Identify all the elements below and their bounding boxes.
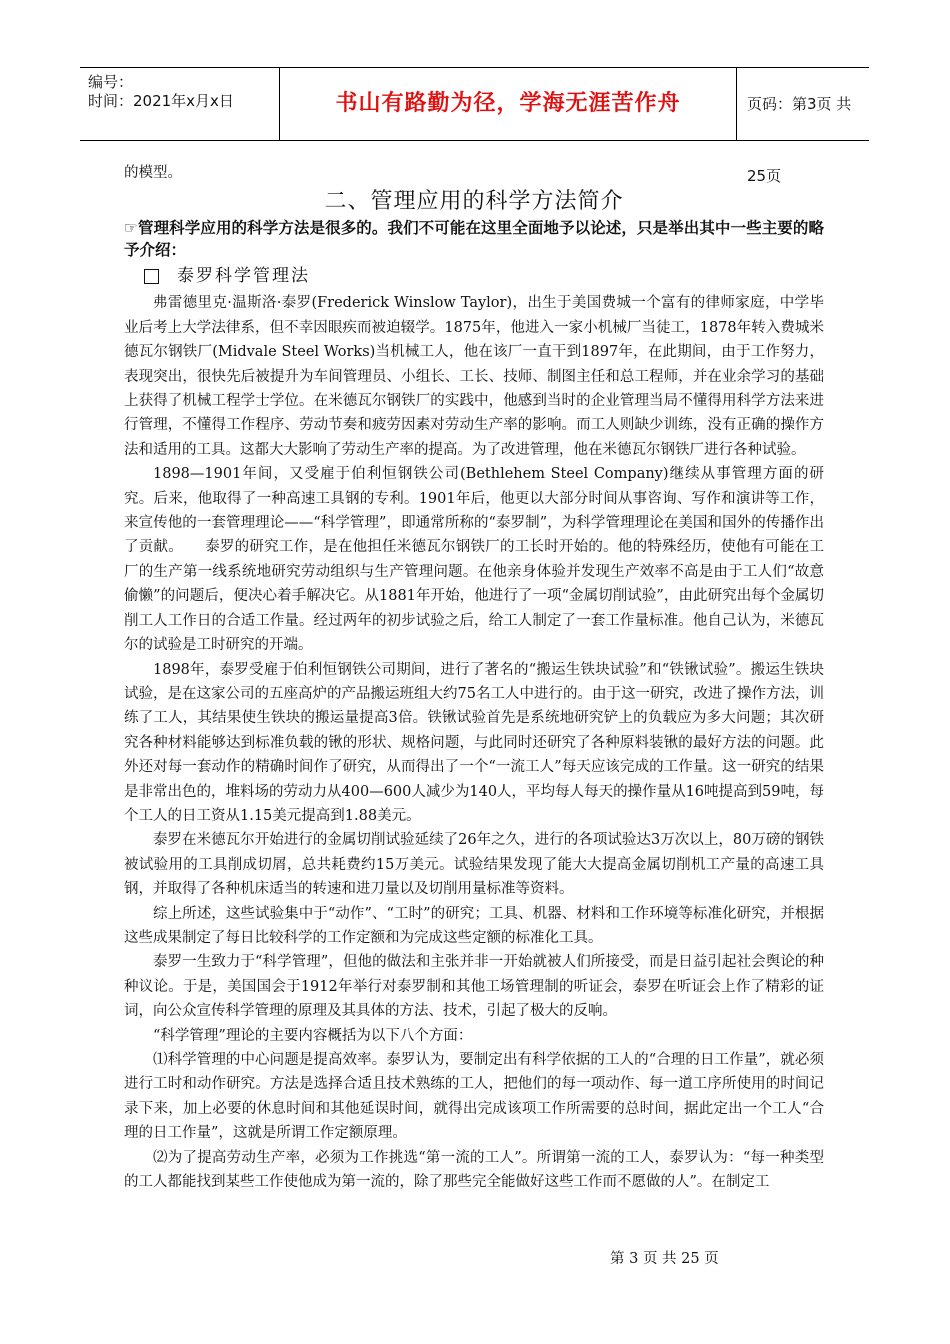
lead-paragraph (124, 217, 824, 261)
page-footer: 第 3 页 共 25 页 (610, 1251, 719, 1267)
checkbox-square-icon (144, 269, 159, 284)
subsection-title: 泰罗科学管理法 (177, 266, 310, 287)
hand-pointer-icon: ☞ (124, 219, 138, 238)
header-motto: 书山有路勤为径，学海无涯苦作舟 (280, 68, 737, 140)
lead-text: 管理科学应用的科学方法是很多的。我们不可能在这里全面地予以论述，只是举出其中一些主要的略予介绍： (124, 219, 824, 260)
intro-tail: 的模型。 (124, 165, 182, 181)
body-paragraph: 泰罗一生致力于“科学管理”，但他的做法和主张并非一开始就被人们所接受，而是日益引起社会舆论的种种议论。于是，美国国会于1912年举行对泰罗制和其他工场管理制的听证会，泰罗在听证会上作了精彩的证词，向公众宣传科学管理的原理及其具体的方法、技术，引起了极大的反响。 (124, 954, 824, 1020)
body-paragraph: 综上所述，这些试验集中于“动作”、“工时”的研究；工具、机器、材料和工作环境等标准化研究，并根据这些成果制定了每日比较科学的工作定额和为完成这些定额的标准化工具。 (124, 905, 824, 946)
body-paragraph: 1898—1901年间，又受雇于伯利恒钢铁公司(Bethlehem Steel Company)继续从事管理方面的研究。后来，他取得了一种高速工具钢的专利。1901年后，他更以大部分时间从事咨询、写作和演讲等工作，来宣传他的一套管理理论——“科学管理”，即通常所称的“泰罗制”，为科学管理理论在美国和国外的传播作出了贡献。 泰罗的研究工作，是在他担任米德瓦尔钢铁厂的工长时开始的。他的特殊经历，使他有可能在工厂的生产第一线系统地研究劳动组织与生产管理问题。在他亲身体验并发现生产效率不高是由于工人们“故意偷懒”的问题后，便决心着手解决它。从1881年开始，他进行了一项“金属切削试验”，由此研究出每个金属切削工人工作日的合适工作量。经过两年的初步试验之后，给工人制定了一套工作量标准。他自己认为，米德瓦尔的试验是工时研究的开端。 (124, 466, 824, 654)
header-page-info: 页码：第3页 共25页 (747, 95, 852, 185)
header-meta (80, 68, 280, 140)
body-paragraph: 泰罗在米德瓦尔开始进行的金属切削试验延续了26年之久，进行的各项试验达3万次以上，80万磅的钢铁被试验用的工具削成切屑，总共耗费约15万美元。试验结果发现了能大大提高金属切削机工产量的高速工具钢，并取得了各种机床适当的转速和进刀量以及切削用量标准等资料。 (124, 832, 824, 898)
body-paragraph: ⑴科学管理的中心问题是提高效率。泰罗认为，要制定出有科学依据的工人的“合理的日工作量”，就必须进行工时和动作研究。方法是选择合适且技术熟练的工人，把他们的每一项动作、每一道工序所使用的时间记录下来，加上必要的休息时间和其他延误时间，就得出完成该项工作所需要的总时间，据此定出一个工人“合理的日工作量”，这就是所谓工作定额原理。 (124, 1052, 824, 1142)
section-title: 二、管理应用的科学方法简介 (324, 189, 624, 215)
document-body (124, 161, 824, 1194)
body-paragraph: “科学管理”理论的主要内容概括为以下八个方面： (153, 1027, 473, 1044)
body-paragraph: 弗雷德里克·温斯洛·泰罗(Frederick Winslow Taylor)，出生于美国费城一个富有的律师家庭，中学毕业后考上大学法律系，但不幸因眼疾而被迫辍学。1875年，他进入一家小机械厂当徒工，1878年转入费城米德瓦尔钢铁厂(Midvale Steel Works)当机械工人，他在该厂一直干到1897年，在此期间，由于工作努力，表现突出，很快先后被提升为车间管理员、小组长、工长、技师、制图主任和总工程师，并在业余学习的基础上获得了机械工程学士学位。在米德瓦尔钢铁厂的实践中，他感到当时的企业管理当局不懂得用科学方法来进行管理，不懂得工作程序、劳动节奏和疲劳因素对劳动生产率的影响。而工人则缺少训练，没有正确的操作方法和适用的工具。这都大大影响了劳动生产率的提高。为了改进管理，他在米德瓦尔钢铁厂进行各种试验。 (124, 295, 824, 458)
document-date-label: 时间：2021年x月x日 (88, 92, 234, 110)
document-number-label: 编号： (88, 73, 134, 91)
body-paragraph: ⑵为了提高劳动生产率，必须为工作挑选“第一流的工人”。所谓第一流的工人，泰罗认为：“每一种类型的工人都能找到某些工作使他成为第一流的，除了那些完全能做好这些工作而不愿做的人”。在制定工 (124, 1149, 824, 1191)
body-paragraph: 1898年，泰罗受雇于伯利恒钢铁公司期间，进行了著名的“搬运生铁块试验”和“铁锹试验”。搬运生铁块试验，是在这家公司的五座高炉的产品搬运班组大约75名工人中进行的。由于这一研究，改进了操作方法，训练了工人，其结果使生铁块的搬运量提高3倍。铁锹试验首先是系统地研究铲上的负载应为多大问题；其次研究各种材料能够达到标准负载的锹的形状、规格问题，与此同时还研究了各种原料装锹的最好方法的问题。此外还对每一套动作的精确时间作了研究，从而得出了一个“一流工人”每天应该完成的工作量。这一研究的结果是非常出色的，堆料场的劳动力从400—600人减少为140人，平均每人每天的操作量从16吨提高到59吨，每个工人的日工资从1.15美元提高到1.88美元。 (124, 661, 824, 824)
subsection-heading (144, 261, 824, 291)
